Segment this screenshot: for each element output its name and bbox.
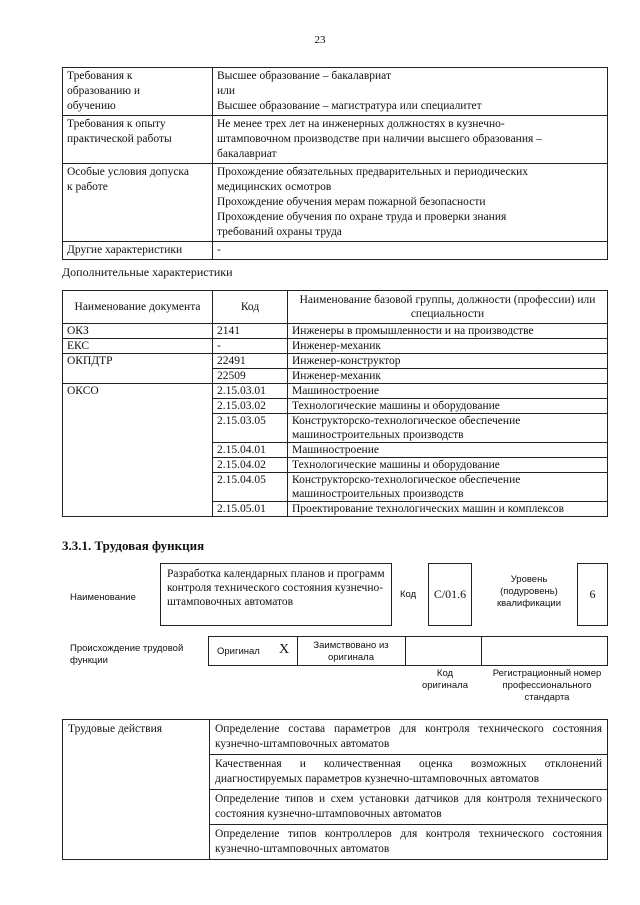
value-line: или <box>217 85 236 97</box>
requirement-row <box>63 116 608 164</box>
origin-label: Происхождение трудовой функции <box>70 643 184 666</box>
table-row <box>63 339 608 354</box>
action-item: Определение типов контроллеров для контроля технического состояния кузнечно-штамповочных автоматов <box>210 825 608 860</box>
requirement-value <box>213 116 608 164</box>
requirement-row <box>63 164 608 242</box>
function-name-box: Разработка календарных планов и программ контроля технического состояния кузнечно-штамповочных автоматов <box>160 563 392 626</box>
original-mark: X <box>279 642 290 657</box>
requirement-value <box>213 242 608 260</box>
label-line: обучению <box>67 100 116 112</box>
actions-label: Трудовые действия <box>63 720 210 860</box>
requirements-table <box>62 67 608 260</box>
divider <box>481 637 482 666</box>
name-label: Наименование <box>70 592 136 603</box>
code-label: Код <box>400 589 417 600</box>
header-name: Наименование базовой группы, должности (профессии) или специальности <box>288 291 608 324</box>
additional-title: Дополнительные характеристики <box>62 265 233 279</box>
code-cell: 2.15.03.01 <box>213 384 288 399</box>
requirement-label <box>63 242 213 260</box>
divider <box>405 637 406 666</box>
code-cell: 2.15.05.01 <box>213 502 288 517</box>
function-code-box: С/01.6 <box>428 563 472 626</box>
borrowed-label: Заимствовано из оригинала <box>313 640 389 663</box>
name-cell: Инженер-механик <box>288 339 608 354</box>
original-label: Оригинал <box>217 646 260 657</box>
requirement-label <box>63 116 213 164</box>
action-item: Определение состава параметров для контроля технического состояния кузнечно-штамповочных автоматов <box>210 720 608 755</box>
code-cell: 2.15.03.02 <box>213 399 288 414</box>
value-line: Прохождение обучения по охране труда и проверки знания <box>217 211 507 223</box>
requirement-label <box>63 68 213 116</box>
divider <box>297 637 298 666</box>
name-cell: Инженеры в промышленности и на производстве <box>288 324 608 339</box>
action-item: Качественная и количественная оценка возможных отклонений диагностируемых параметров кузнечно-штамповочных автоматов <box>210 755 608 790</box>
name-cell: Инженер-механик <box>288 369 608 384</box>
code-cell: 2.15.04.02 <box>213 458 288 473</box>
label-line: практической работы <box>67 133 172 145</box>
page-number: 23 <box>314 34 326 46</box>
document-cell: ОКЗ <box>63 324 213 339</box>
value-line: медицинских осмотров <box>217 181 332 193</box>
code-cell: 2141 <box>213 324 288 339</box>
value-line: - <box>217 244 221 256</box>
value-line: требований охраны труда <box>217 226 342 238</box>
action-item: Определение типов и схем установки датчиков для контроля технического состояния кузнечно-штамповочных автоматов <box>210 790 608 825</box>
document-cell: ОКПДТР <box>63 354 213 384</box>
name-cell: Инженер-конструктор <box>288 354 608 369</box>
code-cell: 22509 <box>213 369 288 384</box>
value-line: Прохождение обязательных предварительных и периодических <box>217 166 529 178</box>
name-cell: Конструкторско-технологическое обеспечение машиностроительных производств <box>288 414 608 443</box>
label-line: Другие характеристики <box>67 244 183 256</box>
name-cell: Конструкторско-технологическое обеспечение машиностроительных производств <box>288 473 608 502</box>
table-row <box>63 324 608 339</box>
section-title: 3.3.1. Трудовая функция <box>62 538 205 553</box>
name-cell: Проектирование технологических машин и комплексов <box>288 502 608 517</box>
label-line: Требования к опыту <box>67 118 166 130</box>
origin-row <box>208 636 608 666</box>
code-cell: 2.15.04.01 <box>213 443 288 458</box>
value-line: Высшее образование – бакалавриат <box>217 70 391 82</box>
name-cell: Технологические машины и оборудование <box>288 399 608 414</box>
reg-number-caption: Регистрационный номер профессионального стандарта <box>492 668 602 703</box>
label-line: Особые условия допуска <box>67 166 189 178</box>
requirement-value <box>213 164 608 242</box>
code-cell: 2.15.03.05 <box>213 414 288 443</box>
value-line: штамповочном производстве при наличии высшего образования – <box>217 133 542 145</box>
code-original-caption: Код оригинала <box>421 668 468 691</box>
requirement-value <box>213 68 608 116</box>
additional-table <box>62 290 608 517</box>
action-row <box>63 720 608 755</box>
code-cell: 2.15.04.05 <box>213 473 288 502</box>
code-cell: - <box>213 339 288 354</box>
name-cell: Машиностроение <box>288 384 608 399</box>
value-line: бакалавриат <box>217 148 277 160</box>
header-code: Код <box>213 291 288 324</box>
value-line: Высшее образование – магистратура или специалитет <box>217 100 482 112</box>
header-document: Наименование документа <box>63 291 213 324</box>
name-cell: Машиностроение <box>288 443 608 458</box>
table-row <box>63 384 608 399</box>
name-cell: Технологические машины и оборудование <box>288 458 608 473</box>
label-line: к работе <box>67 181 108 193</box>
labor-actions-table <box>62 719 608 860</box>
requirement-row <box>63 68 608 116</box>
document-cell: ОКСО <box>63 384 213 517</box>
value-line: Не менее трех лет на инженерных должностях в кузнечно- <box>217 118 505 130</box>
label-line: Требования к <box>67 70 133 82</box>
level-value-box: 6 <box>577 563 608 626</box>
document-cell: ЕКС <box>63 339 213 354</box>
value-line: Прохождение обучения мерам пожарной безопасности <box>217 196 486 208</box>
table-row <box>63 354 608 369</box>
label-line: образованию и <box>67 85 140 97</box>
code-cell: 22491 <box>213 354 288 369</box>
requirement-row <box>63 242 608 260</box>
requirement-label <box>63 164 213 242</box>
level-label: Уровень (подуровень) квалификации <box>496 574 562 609</box>
